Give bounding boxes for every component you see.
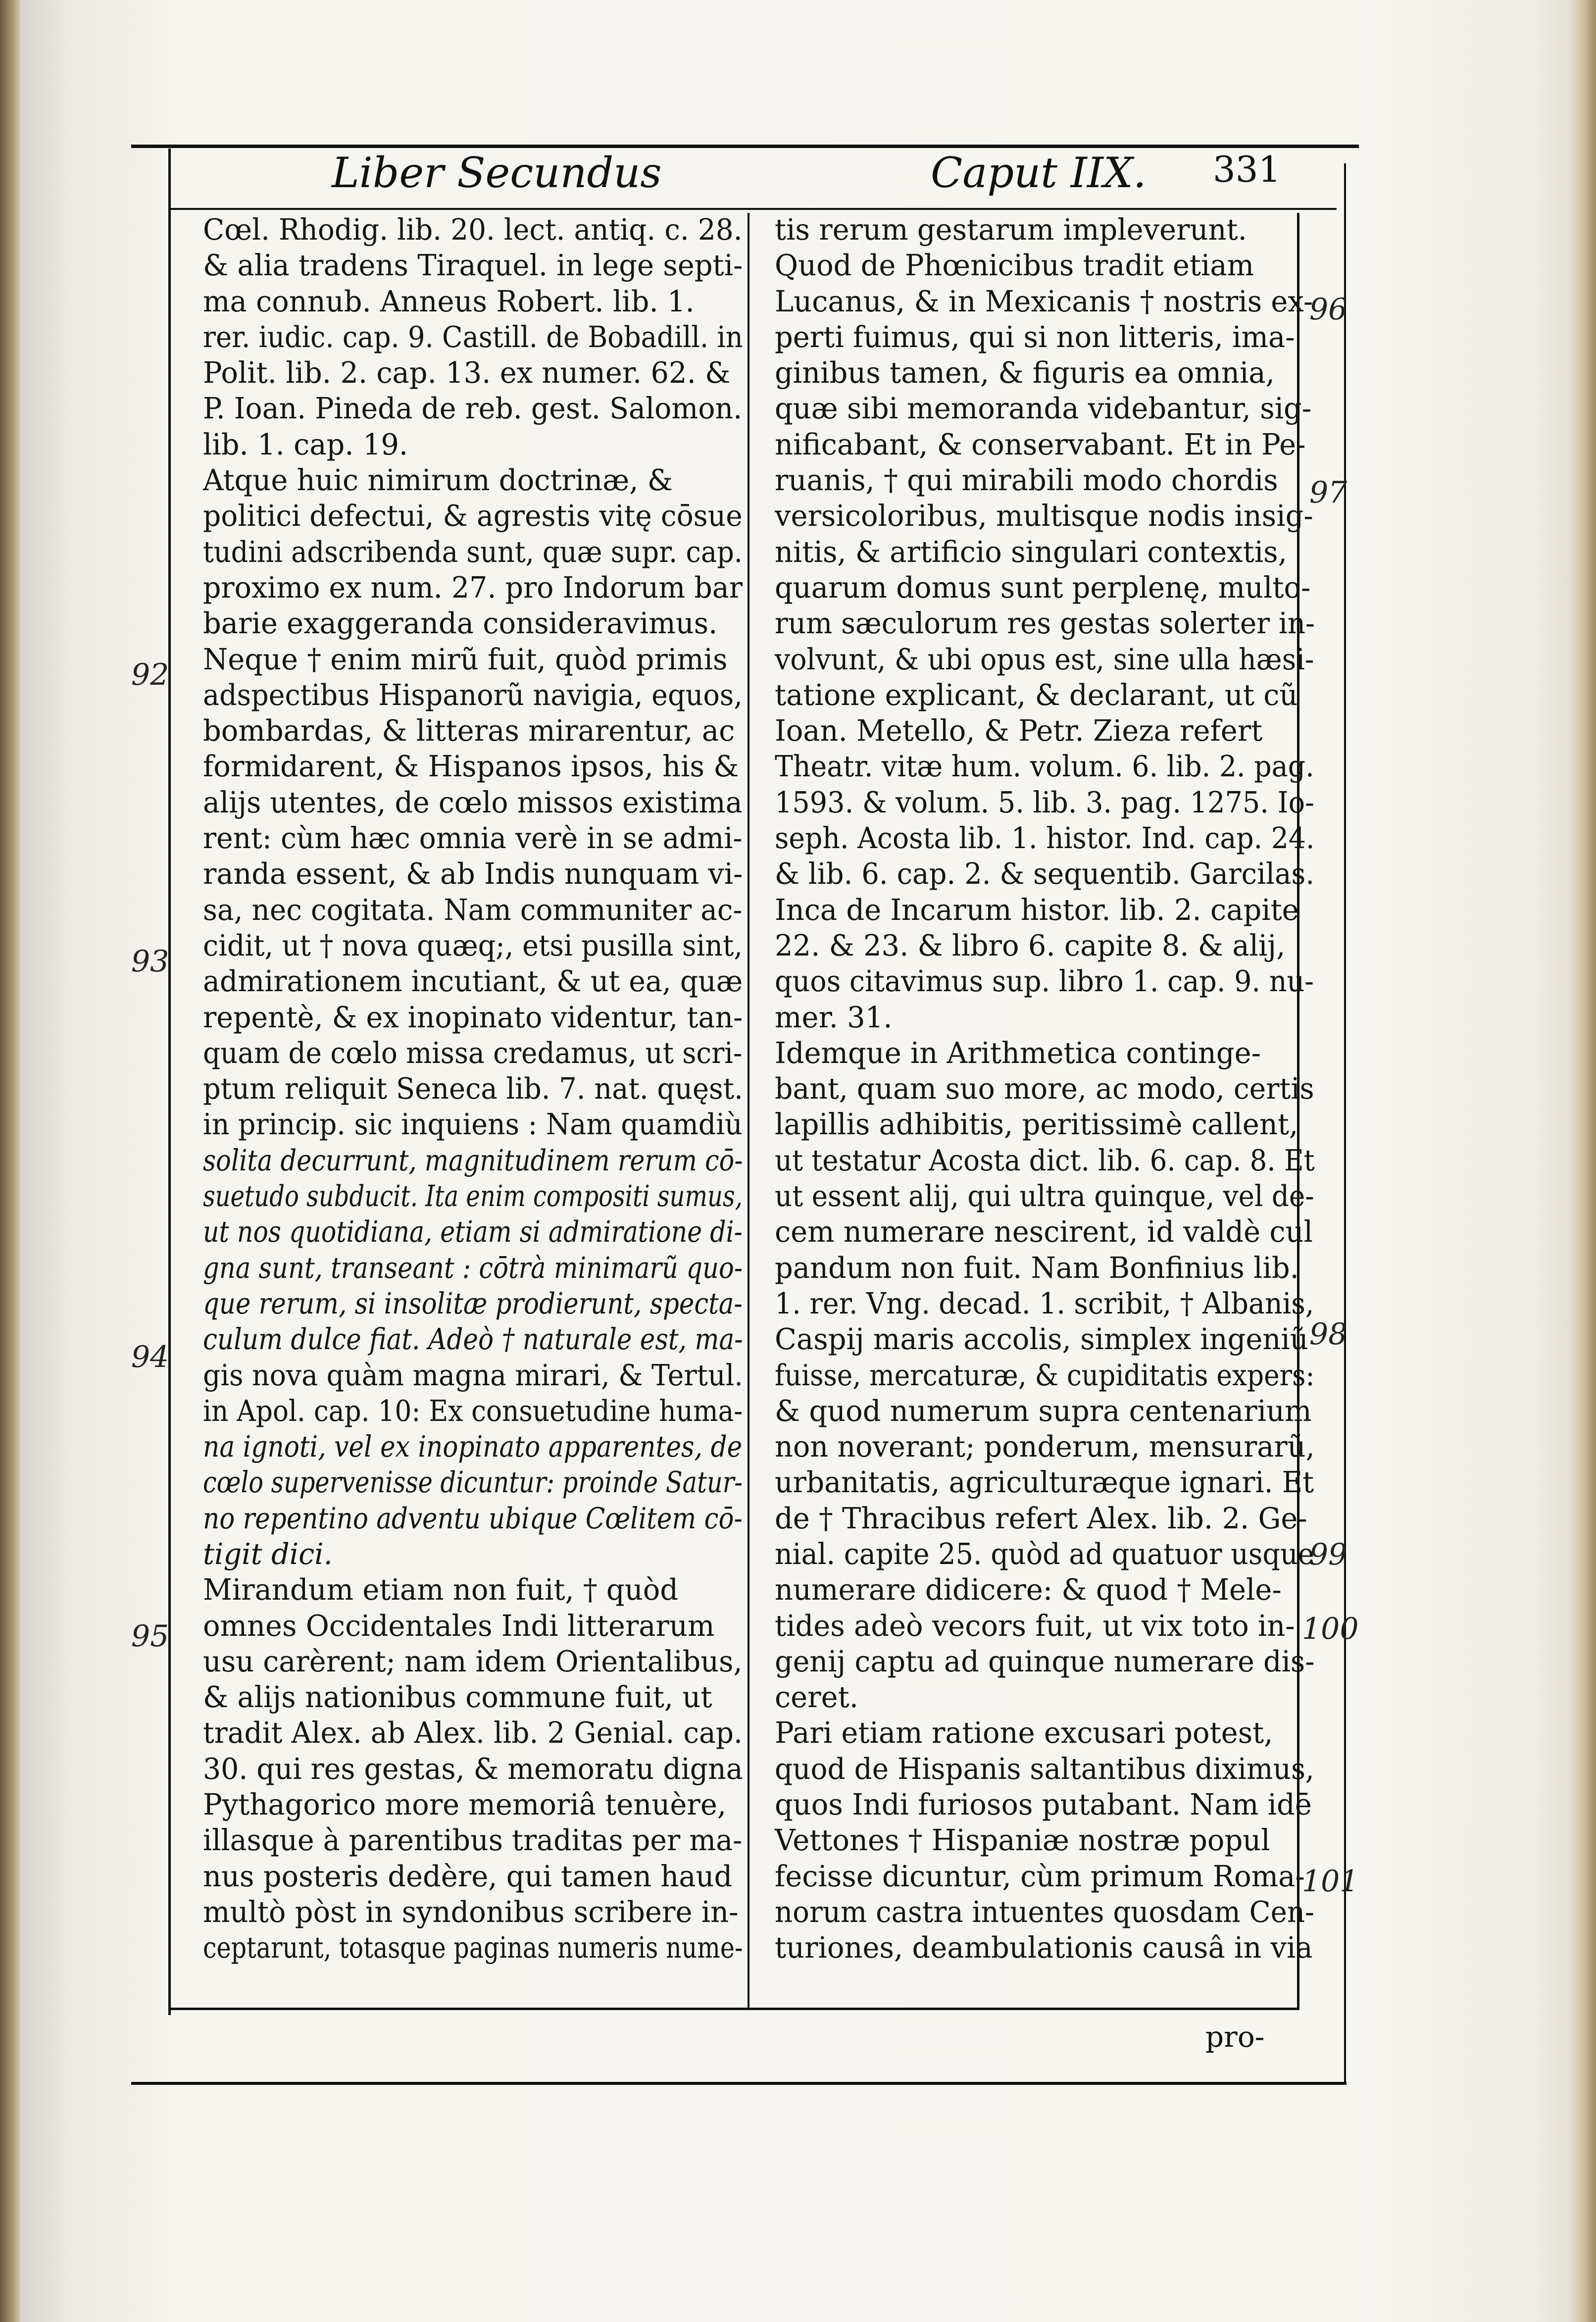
text-line: tatione explicant, & declarant, ut cũ bbox=[775, 678, 1298, 712]
text-line: lib. 1. cap. 19. bbox=[203, 427, 408, 461]
text-line: rent: cùm hæc omnia verè in se admi- bbox=[203, 821, 743, 856]
text-line: ceret. bbox=[775, 1680, 858, 1715]
text-line: ptum reliquit Seneca lib. 7. nat. quęst. bbox=[203, 1072, 743, 1106]
text-line: barie exaggeranda consideravimus. bbox=[203, 606, 718, 641]
text-line: bombardas, & litteras mirarentur, ac bbox=[203, 714, 735, 748]
text-line: Quod de Phœnicibus tradit etiam bbox=[775, 249, 1254, 283]
text-line: Vettones † Hispaniæ nostræ popul bbox=[775, 1823, 1270, 1858]
text-line: in princip. sic inquiens : Nam quamdiù bbox=[203, 1108, 743, 1142]
text-line: norum castra intuentes quosdam Cen- bbox=[775, 1895, 1315, 1929]
text-line: Theatr. vitæ hum. volum. 6. lib. 2. pag. bbox=[775, 750, 1314, 784]
text-line: perti fuimus, qui si non litteris, ima- bbox=[775, 320, 1295, 354]
text-line: adspectibus Hispanorũ navigia, equos, bbox=[203, 678, 743, 712]
margin-number-97: 97 bbox=[1309, 475, 1347, 510]
text-line: Polit. lib. 2. cap. 13. ex numer. 62. & bbox=[203, 356, 731, 390]
text-line: Lucanus, & in Mexicanis † nostris ex- bbox=[775, 284, 1313, 318]
text-line: rum sæculorum res gestas solerter in- bbox=[775, 606, 1315, 641]
text-line: Ioan. Metello, & Petr. Zieza refert bbox=[775, 714, 1263, 748]
text-line: 30. qui res gestas, & memoratu digna bbox=[203, 1752, 743, 1786]
text-line: 1. rer. Vng. decad. 1. scribit, † Albanis, bbox=[775, 1286, 1314, 1320]
frame-outer-right-rule bbox=[1344, 163, 1346, 2084]
text-line: nitis, & artificio singulari contextis, bbox=[775, 535, 1287, 569]
text-line: nial. capite 25. quòd ad quatuor usque bbox=[775, 1537, 1314, 1571]
text-line: solita decurrunt, magnitudinem rerum cō- bbox=[203, 1143, 743, 1177]
text-line: tradit Alex. ab Alex. lib. 2 Genial. cap. bbox=[203, 1716, 743, 1750]
text-line: admirationem incutiant, & ut ea, quæ bbox=[203, 964, 743, 999]
text-line: seph. Acosta lib. 1. histor. Ind. cap. 24. bbox=[775, 821, 1315, 856]
text-line: usu carèrent; nam idem Orientalibus, bbox=[203, 1644, 743, 1678]
text-line: cidit, ut † nova quæq;, etsi pusilla sint, bbox=[203, 928, 743, 962]
text-line: repentè, & ex inopinato videntur, tan- bbox=[203, 1000, 743, 1034]
text-line: sa, nec cogitata. Nam communiter ac- bbox=[203, 893, 743, 927]
text-line: tudini adscribenda sunt, quæ supr. cap. bbox=[203, 535, 743, 569]
page-fore-edge bbox=[1569, 0, 1596, 2322]
text-line: urbanitatis, agriculturæque ignari. Et bbox=[775, 1465, 1314, 1500]
text-line: nificabant, & conservabant. Et in Pe- bbox=[775, 427, 1306, 461]
text-line: ceptarunt, totasque paginas numeris nume- bbox=[203, 1931, 743, 1965]
text-line: ma connub. Anneus Robert. lib. 1. bbox=[203, 284, 695, 318]
text-line: que rerum, si insolitæ prodierunt, specta- bbox=[203, 1286, 743, 1320]
text-line: proximo ex num. 27. pro Indorum bar bbox=[203, 570, 743, 605]
text-line: Cœl. Rhodig. lib. 20. lect. antiq. c. 28. bbox=[203, 213, 743, 247]
right-text-column bbox=[775, 212, 1324, 1966]
margin-number-92: 92 bbox=[131, 657, 169, 692]
text-line: ut testatur Acosta dict. lib. 6. cap. 8. Et bbox=[775, 1143, 1315, 1177]
text-line: Idemque in Arithmetica continge- bbox=[775, 1036, 1261, 1070]
catchword: pro- bbox=[1205, 2020, 1265, 2054]
footer-rule bbox=[131, 2082, 1347, 2085]
margin-number-101: 101 bbox=[1302, 1864, 1359, 1899]
text-line: genij captu ad quinque numerare dis- bbox=[775, 1644, 1315, 1678]
margin-number-95: 95 bbox=[131, 1619, 169, 1654]
text-line: quos citavimus sup. libro 1. cap. 9. nu- bbox=[775, 964, 1314, 999]
text-line: in Apol. cap. 10: Ex consuetudine huma- bbox=[203, 1394, 743, 1428]
text-line: Inca de Incarum histor. lib. 2. capite bbox=[775, 893, 1299, 927]
margin-number-100: 100 bbox=[1302, 1612, 1359, 1646]
text-line: omnes Occidentales Indi litterarum bbox=[203, 1609, 715, 1643]
text-line: quod de Hispanis saltantibus diximus, bbox=[775, 1752, 1314, 1786]
text-line: ut essent alij, qui ultra quinque, vel de- bbox=[775, 1179, 1314, 1213]
text-line: de † Thracibus refert Alex. lib. 2. Ge- bbox=[775, 1501, 1307, 1535]
text-line: culum dulce fiat. Adeò † naturale est, ma- bbox=[203, 1322, 743, 1357]
text-line: lapillis adhibitis, peritissimè callent, bbox=[775, 1108, 1298, 1142]
text-line: P. Ioan. Pineda de reb. gest. Salomon. bbox=[203, 392, 743, 426]
text-line: & quod numerum supra centenarium bbox=[775, 1394, 1312, 1428]
text-line: fuisse, mercaturæ, & cupiditatis expers: bbox=[775, 1358, 1315, 1392]
text-line: alijs utentes, de cœlo missos existima bbox=[203, 785, 743, 819]
text-line: & lib. 6. cap. 2. & sequentib. Garcilas. bbox=[775, 857, 1315, 891]
book-spine-edge bbox=[0, 0, 20, 2322]
text-line: mer. 31. bbox=[775, 1000, 893, 1034]
text-line: ut nos quotidiana, etiam si admiratione di- bbox=[203, 1215, 743, 1249]
left-text-column bbox=[203, 212, 752, 1966]
text-line: tigit dici. bbox=[203, 1537, 333, 1571]
text-line: turiones, deambulationis causâ in via bbox=[775, 1931, 1313, 1965]
text-line: tis rerum gestarum impleverunt. bbox=[775, 213, 1247, 247]
text-line: tides adeò vecors fuit, ut vix toto in- bbox=[775, 1609, 1295, 1643]
text-line: nus posteris dedère, qui tamen haud bbox=[203, 1859, 733, 1893]
text-line: pandum non fuit. Nam Bonfinius lib. bbox=[775, 1251, 1299, 1285]
text-line: quos Indi furiosos putabant. Nam idē bbox=[775, 1788, 1312, 1822]
margin-number-99: 99 bbox=[1309, 1537, 1347, 1572]
text-line: versicoloribus, multisque nodis insig- bbox=[775, 499, 1313, 533]
text-line: na ignoti, vel ex inopinato apparentes, de bbox=[203, 1430, 743, 1464]
text-line: illasque à parentibus traditas per ma- bbox=[203, 1823, 743, 1858]
text-line: gna sunt, transeant : cōtrà minimarũ quo- bbox=[203, 1251, 743, 1285]
margin-number-94: 94 bbox=[131, 1340, 169, 1374]
text-line: randa essent, & ab Indis nunquam vi- bbox=[203, 857, 743, 891]
text-line: numerare didicere: & quod † Mele- bbox=[775, 1573, 1282, 1607]
text-line: non noverant; ponderum, mensurarũ, bbox=[775, 1430, 1315, 1464]
running-header bbox=[153, 149, 1342, 208]
text-line: quam de cœlo missa credamus, ut scri- bbox=[203, 1036, 743, 1070]
text-line: quæ sibi memoranda videbantur, sig- bbox=[775, 392, 1312, 426]
text-line: politici defectui, & agrestis vitę cōsue bbox=[203, 499, 743, 533]
header-rule-bottom bbox=[168, 208, 1337, 210]
column-bottom-rule bbox=[168, 2008, 1299, 2010]
margin-number-96: 96 bbox=[1309, 292, 1347, 327]
text-line: suetudo subducit. Ita enim compositi sumus, bbox=[203, 1179, 743, 1213]
chapter-title: Caput IIX. bbox=[931, 149, 1147, 197]
text-line: & alia tradens Tiraquel. in lege septi- bbox=[203, 249, 743, 283]
text-line: Neque † enim mirũ fuit, quòd primis bbox=[203, 642, 728, 676]
text-line: gis nova quàm magna mirari, & Tertul. bbox=[203, 1358, 743, 1392]
page-number: 331 bbox=[1213, 149, 1281, 190]
book-title: Liber Secundus bbox=[332, 149, 662, 197]
text-line: multò pòst in syndonibus scribere in- bbox=[203, 1895, 739, 1929]
header-rule-top bbox=[131, 145, 1359, 148]
text-line: ginibus tamen, & figuris ea omnia, bbox=[775, 356, 1275, 390]
text-line: Pythagorico more memoriâ tenuère, bbox=[203, 1788, 727, 1822]
text-line: formidarent, & Hispanos ipsos, his & bbox=[203, 750, 739, 784]
margin-number-93: 93 bbox=[131, 944, 169, 979]
text-line: cœlo supervenisse dicuntur: proinde Satur- bbox=[203, 1465, 743, 1500]
text-line: 1593. & volum. 5. lib. 3. pag. 1275. Io- bbox=[775, 785, 1314, 819]
text-line: Pari etiam ratione excusari potest, bbox=[775, 1716, 1273, 1750]
book-page bbox=[20, 0, 1596, 2322]
text-line: volvunt, & ubi opus est, sine ulla hæsi- bbox=[775, 642, 1314, 676]
margin-number-98: 98 bbox=[1309, 1317, 1347, 1352]
text-line: ruanis, † qui mirabili modo chordis bbox=[775, 463, 1278, 498]
text-line: 22. & 23. & libro 6. capite 8. & alij, bbox=[775, 928, 1286, 962]
text-line: & alijs nationibus commune fuit, ut bbox=[203, 1680, 712, 1715]
frame-left-rule bbox=[168, 149, 171, 2015]
text-line: rer. iudic. cap. 9. Castill. de Bobadill. in bbox=[203, 320, 743, 354]
text-line: Caspij maris accolis, simplex ingeniũ bbox=[775, 1322, 1308, 1357]
text-line: quarum domus sunt perplenę, multo- bbox=[775, 570, 1311, 605]
text-line: Mirandum etiam non fuit, † quòd bbox=[203, 1573, 679, 1607]
text-line: Atque huic nimirum doctrinæ, & bbox=[203, 463, 673, 498]
text-line: no repentino adventu ubique Cœlitem cō- bbox=[203, 1501, 743, 1535]
text-line: cem numerare nescirent, id valdè cul bbox=[775, 1215, 1313, 1249]
text-line: bant, quam suo more, ac modo, certis bbox=[775, 1072, 1314, 1106]
text-line: fecisse dicuntur, cùm primum Roma- bbox=[775, 1859, 1305, 1893]
